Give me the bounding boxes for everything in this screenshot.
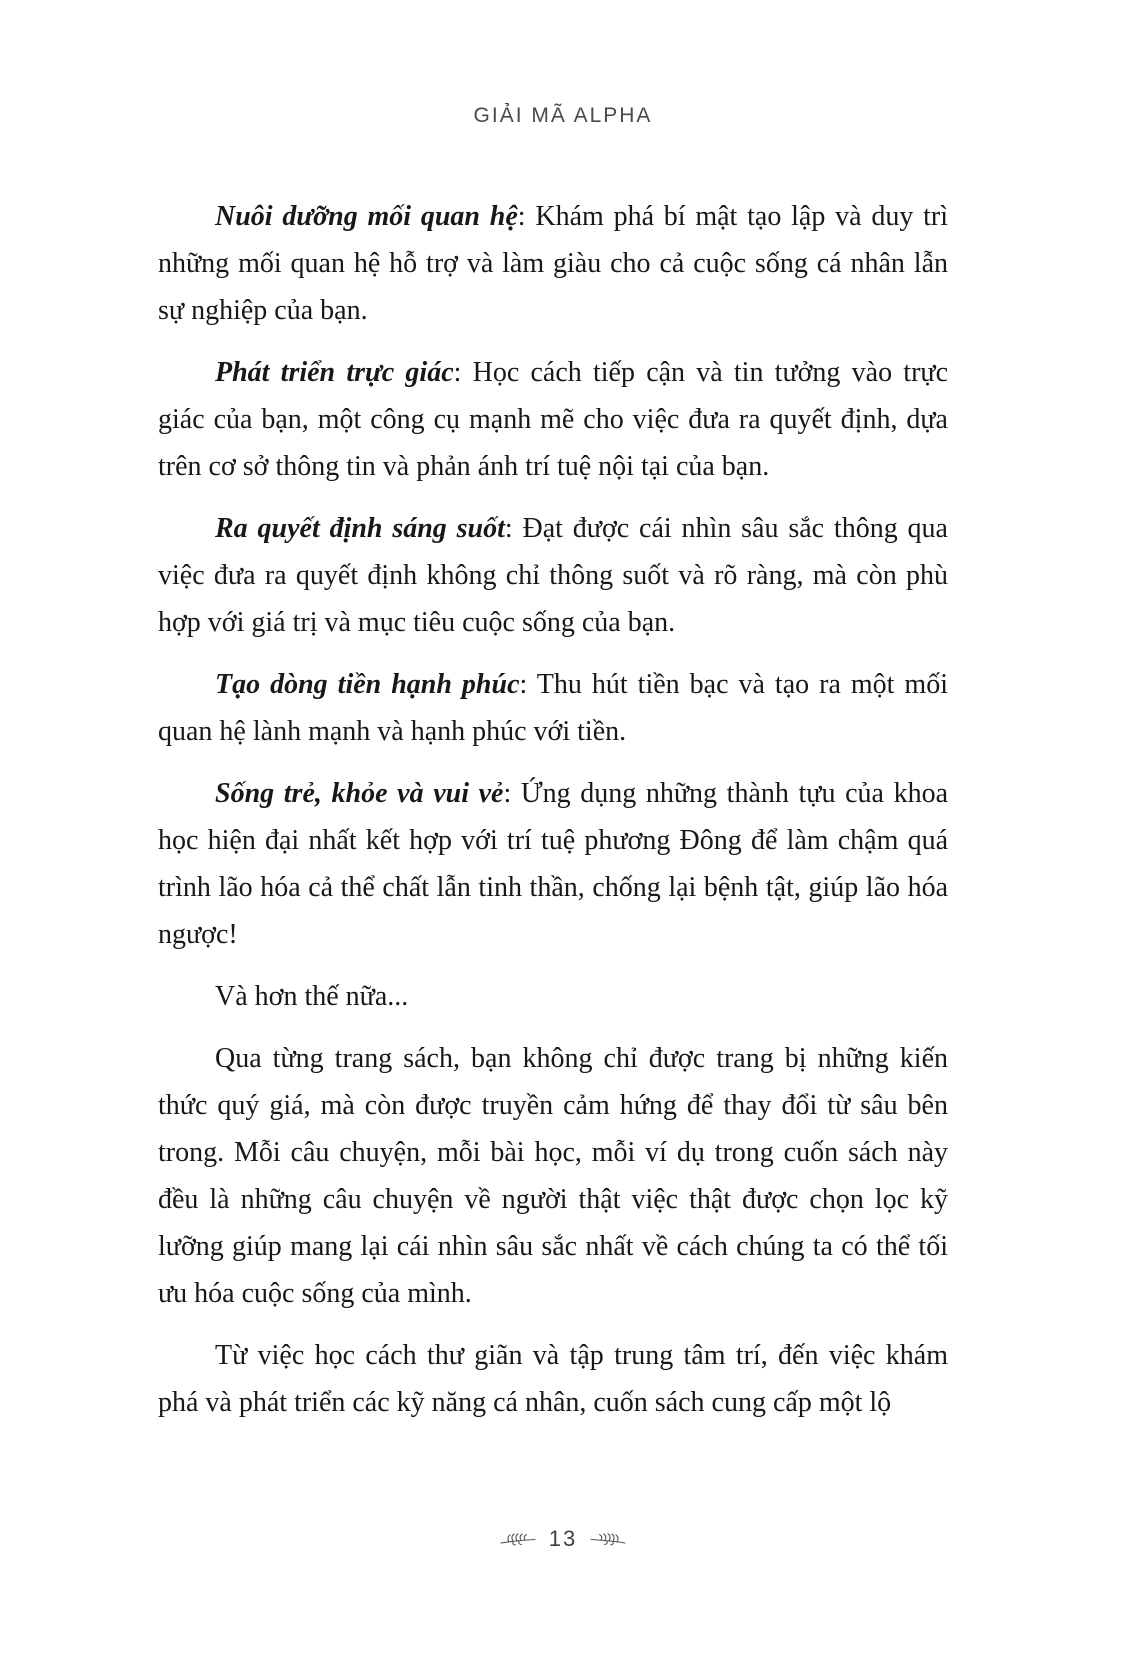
paragraph <box>158 770 948 958</box>
paragraph <box>158 1332 948 1426</box>
paragraph-text: Từ việc học cách thư giãn và tập trung tâm trí, đến việc khám phá và phát triển các kỹ năng cá nhân, cuốn sách cung cấp một lộ <box>158 1340 948 1418</box>
laurel-sprig-left-icon <box>500 1531 536 1547</box>
paragraph-lead: Ra quyết định sáng suốt <box>215 513 505 544</box>
paragraph-text: : Khám phá bí mật tạo lập và duy trì những mối quan hệ hỗ trợ và làm giàu cho cả cuộc sống cá nhân lẫn sự nghiệp của bạn. <box>158 201 948 326</box>
paragraph-lead: Phát triển trực giác <box>215 357 454 388</box>
page-number: 13 <box>548 1526 578 1551</box>
paragraph <box>158 193 948 334</box>
paragraph-text: Qua từng trang sách, bạn không chỉ được trang bị những kiến thức quý giá, mà còn được truyền cảm hứng để thay đổi từ sâu bên trong. Mỗi câu chuyện, mỗi bài học, mỗi ví dụ trong cuốn sách này đều là những câu chuyện về người thật việc thật được chọn lọc kỹ lưỡng giúp mang lại cái nhìn sâu sắc nhất về cách chúng ta có thể tối ưu hóa cuộc sống của mình. <box>158 1043 948 1309</box>
paragraph <box>158 349 948 490</box>
page-body <box>158 193 948 1441</box>
paragraph-lead: Tạo dòng tiền hạnh phúc <box>215 669 520 700</box>
paragraph-text: Và hơn thế nữa... <box>215 981 409 1012</box>
laurel-sprig-right-icon <box>590 1531 626 1547</box>
paragraph-text: : Thu hút tiền bạc và tạo ra một mối quan hệ lành mạnh và hạnh phúc với tiền. <box>158 669 948 747</box>
running-header: GIẢI MÃ ALPHA <box>473 104 653 127</box>
paragraph-lead: Sống trẻ, khỏe và vui vẻ <box>215 778 504 809</box>
page-footer <box>0 1526 1126 1552</box>
paragraph <box>158 661 948 755</box>
paragraph <box>158 505 948 646</box>
paragraph-text: : Ứng dụng những thành tựu của khoa học hiện đại nhất kết hợp với trí tuệ phương Đông để làm chậm quá trình lão hóa cả thể chất lẫn tinh thần, chống lại bệnh tật, giúp lão hóa ngược! <box>158 778 949 950</box>
paragraph <box>158 973 948 1020</box>
paragraph-text: : Học cách tiếp cận và tin tưởng vào trực giác của bạn, một công cụ mạnh mẽ cho việc đưa ra quyết định, dựa trên cơ sở thông tin và phản ánh trí tuệ nội tại của bạn. <box>158 357 948 482</box>
paragraph <box>158 1035 948 1317</box>
paragraph-text: : Đạt được cái nhìn sâu sắc thông qua việc đưa ra quyết định không chỉ thông suốt và rõ ràng, mà còn phù hợp với giá trị và mục tiêu cuộc sống của bạn. <box>158 513 948 638</box>
paragraph-lead: Nuôi dưỡng mối quan hệ <box>215 201 518 232</box>
